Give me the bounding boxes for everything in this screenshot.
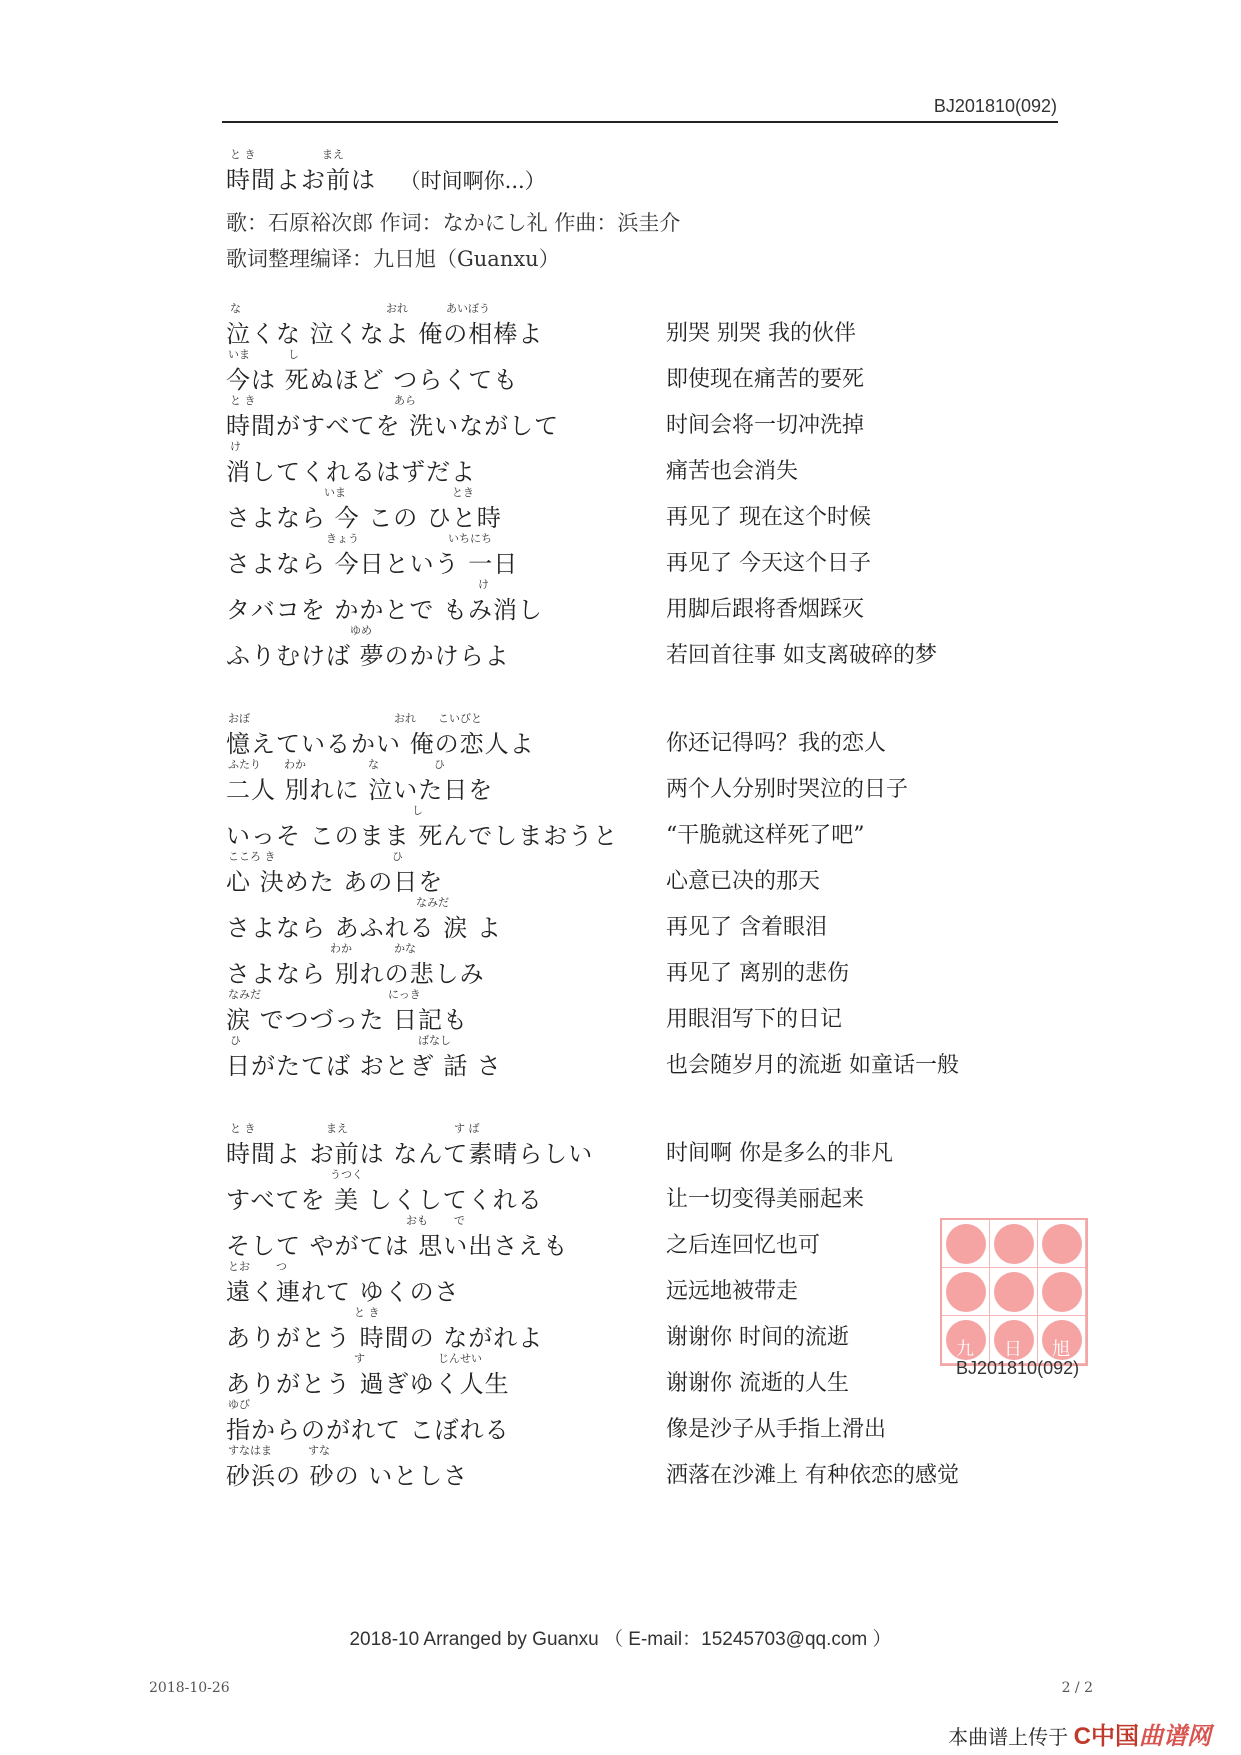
lyric-line xyxy=(226,348,1026,394)
verse-2 xyxy=(226,712,1026,1080)
lyric-japanese: 心 決めた あの日を xyxy=(226,868,444,896)
lyric-line xyxy=(226,486,1026,532)
lyric-japanese: すべてを 美 しくしてくれる xyxy=(226,1186,543,1214)
lyric-japanese: ふりむけば 夢のかけらよ xyxy=(226,642,510,670)
lyric-line xyxy=(226,850,1026,896)
lyric-line xyxy=(226,942,1026,988)
title-furigana-1: と き xyxy=(230,148,256,161)
furigana: きょう xyxy=(326,532,359,545)
lyric-japanese: そして やがては 思い出さえも xyxy=(226,1232,569,1260)
stamp-cell xyxy=(942,1268,990,1316)
lyric-chinese: 痛苦也会消失 xyxy=(666,459,799,484)
song-title-cn: （时间啊你...） xyxy=(399,169,546,193)
furigana: かな xyxy=(394,942,416,955)
lyric-line xyxy=(226,988,1026,1034)
furigana: すな xyxy=(308,1444,330,1457)
furigana: わか xyxy=(284,758,306,771)
lyric-japanese: 二人 別れに 泣いた日を xyxy=(226,776,494,804)
furigana: とき xyxy=(452,486,474,499)
lyric-chinese: 两个人分别时哭泣的日子 xyxy=(666,777,909,802)
lyric-chinese: 时间啊 你是多么的非凡 xyxy=(666,1141,893,1166)
furigana: つ xyxy=(276,1260,287,1273)
lyric-chinese: 谢谢你 流逝的人生 xyxy=(666,1371,849,1396)
lyric-chinese: 你还记得吗？我的恋人 xyxy=(666,731,887,756)
furigana: にっき xyxy=(388,988,421,1001)
lyric-japanese: 憶えているかい 俺の恋人よ xyxy=(226,730,535,758)
footer-credit: 2018-10 Arranged by Guanxu （ E-mail：15245703@qq.com ） xyxy=(349,1629,892,1650)
furigana: わか xyxy=(330,942,352,955)
lyric-chinese: 再见了 离别的悲伤 xyxy=(666,961,849,986)
title-furigana-2: まえ xyxy=(322,148,344,161)
furigana: まえ xyxy=(326,1122,348,1135)
lyric-japanese: さよなら 今 この ひと時 xyxy=(226,504,502,532)
furigana: な xyxy=(368,758,379,771)
lyric-chinese: 洒落在沙滩上 有种依恋的感觉 xyxy=(666,1463,959,1488)
furigana: な xyxy=(230,302,241,315)
brand-name-b: 曲谱网 xyxy=(1139,1723,1211,1750)
stamp-dot xyxy=(994,1224,1034,1264)
furigana: なみだ xyxy=(416,896,449,909)
lyric-chinese: 让一切变得美丽起来 xyxy=(666,1187,865,1212)
lyric-line xyxy=(226,1352,1026,1398)
furigana: け xyxy=(230,440,241,453)
footer-date: 2018-10-26 xyxy=(149,1680,230,1696)
lyric-line xyxy=(226,302,1026,348)
furigana: ゆび xyxy=(228,1398,250,1411)
furigana: いま xyxy=(324,486,346,499)
stamp-character: 日 xyxy=(1004,1339,1022,1360)
stamp-cell xyxy=(1038,1268,1086,1316)
furigana: ひ xyxy=(434,758,445,771)
furigana: じんせい xyxy=(438,1352,482,1365)
furigana: とお xyxy=(228,1260,250,1273)
lyric-japanese: ありがとう 過ぎゆく人生 xyxy=(226,1370,510,1398)
furigana: ひ xyxy=(230,1034,241,1047)
lyric-line xyxy=(226,1214,1026,1260)
credits-line-1: 歌：石原裕次郎 作词：なかにし礼 作曲：浜圭介 xyxy=(226,211,681,235)
lyric-chinese: 也会随岁月的流逝 如童话一般 xyxy=(666,1053,959,1078)
lyric-chinese: “干脆就这样死了吧” xyxy=(666,823,865,848)
furigana: あいぼう xyxy=(446,302,490,315)
lyric-japanese: さよなら 別れの悲しみ xyxy=(226,960,485,988)
furigana: し xyxy=(412,804,423,817)
lyric-japanese: 涙 でつづった 日記も xyxy=(226,1006,469,1034)
lyric-line xyxy=(226,896,1026,942)
stamp-dot xyxy=(946,1272,986,1312)
furigana: おぼ xyxy=(228,712,250,725)
footer-page-number: 2 / 2 xyxy=(1061,1680,1093,1696)
seal-stamp xyxy=(940,1218,1088,1366)
lyric-chinese: 用脚后跟将香烟踩灭 xyxy=(666,597,865,622)
lyric-line xyxy=(226,1168,1026,1214)
footer-site-credit xyxy=(948,1716,1211,1751)
lyric-japanese: さよなら 今日という 一日 xyxy=(226,550,519,578)
furigana: おれ xyxy=(386,302,408,315)
upload-text: 本曲谱上传于 xyxy=(948,1727,1069,1749)
furigana: いま xyxy=(228,348,250,361)
furigana: いちにち xyxy=(448,532,492,545)
furigana: こいびと xyxy=(438,712,482,725)
lyric-line xyxy=(226,1306,1026,1352)
furigana: と き xyxy=(230,1122,256,1135)
lyric-japanese: ありがとう 時間の ながれよ xyxy=(226,1324,544,1352)
lyric-chinese: 之后连回忆也可 xyxy=(666,1233,821,1258)
stamp-character: 旭 xyxy=(1052,1339,1070,1360)
furigana: す ば xyxy=(454,1122,480,1135)
lyric-japanese: さよなら あふれる 涙 よ xyxy=(226,914,502,942)
lyric-japanese: タバコを かかとで もみ消し xyxy=(226,596,544,624)
furigana: おれ xyxy=(394,712,416,725)
lyric-japanese: 日がたてば おとぎ 話 さ xyxy=(226,1052,502,1080)
lyric-line xyxy=(226,1122,1026,1168)
furigana: ふたり xyxy=(228,758,261,771)
lyric-chinese: 心意已决的那天 xyxy=(666,869,821,894)
furigana: おも xyxy=(406,1214,428,1227)
lyric-line xyxy=(226,1444,1026,1490)
lyric-japanese: 指からのがれて こぼれる xyxy=(226,1416,510,1444)
stamp-cell xyxy=(1038,1220,1086,1268)
lyric-line xyxy=(226,532,1026,578)
furigana: ばなし xyxy=(418,1034,451,1047)
lyric-line xyxy=(226,440,1026,486)
stamp-dot xyxy=(1042,1272,1082,1312)
lyric-chinese: 即使现在痛苦的要死 xyxy=(666,367,865,392)
lyric-japanese: 遠く連れて ゆくのさ xyxy=(226,1278,460,1306)
furigana: け xyxy=(478,578,489,591)
stamp-dot xyxy=(946,1224,986,1264)
lyric-chinese: 时间会将一切冲洗掉 xyxy=(666,413,865,438)
furigana: うつく xyxy=(330,1168,363,1181)
lyric-chinese: 别哭 别哭 我的伙伴 xyxy=(666,321,856,346)
lyric-chinese: 像是沙子从手指上滑出 xyxy=(666,1417,887,1442)
lyric-chinese: 再见了 含着眼泪 xyxy=(666,915,827,940)
furigana: と き xyxy=(230,394,256,407)
lyric-chinese: 若回首往事 如支离破碎的梦 xyxy=(666,643,937,668)
brand-name-a: 中国 xyxy=(1091,1723,1139,1750)
furigana: こころ き xyxy=(228,850,276,863)
furigana: すなはま xyxy=(228,1444,272,1457)
lyric-line xyxy=(226,1034,1026,1080)
lyric-line xyxy=(226,624,1026,670)
furigana: す xyxy=(354,1352,365,1365)
lyric-japanese: 時間がすべてを 洗いながして xyxy=(226,412,560,440)
stamp-character: 九 xyxy=(956,1339,974,1360)
lyric-chinese: 再见了 现在这个时候 xyxy=(666,505,871,530)
furigana: ゆめ xyxy=(350,624,372,637)
stamp-cell xyxy=(1038,1316,1086,1364)
lyric-line xyxy=(226,578,1026,624)
stamp-dot xyxy=(1042,1224,1082,1264)
furigana: し xyxy=(288,348,299,361)
song-title xyxy=(226,148,680,195)
lyric-japanese: 泣くな 泣くなよ 俺の相棒よ xyxy=(226,320,544,348)
header-code: BJ201810(092) xyxy=(933,96,1057,116)
lyric-line xyxy=(226,1260,1026,1306)
furigana: なみだ xyxy=(228,988,261,1001)
lyric-line xyxy=(226,712,1026,758)
lyric-japanese: 時間よ お前は なんて素晴らしい xyxy=(226,1140,594,1168)
lyric-line xyxy=(226,804,1026,850)
lyric-japanese: 消してくれるはずだよ xyxy=(226,458,476,486)
furigana: ひ xyxy=(392,850,403,863)
song-title-ja: 時間よお前は xyxy=(226,166,376,194)
lyric-chinese: 再见了 今天这个日子 xyxy=(666,551,871,576)
lyric-line xyxy=(226,1398,1026,1444)
header-rule xyxy=(222,121,1058,123)
verse-3 xyxy=(226,1122,1026,1490)
stamp-cell xyxy=(942,1220,990,1268)
lyric-chinese: 远远地被带走 xyxy=(666,1279,799,1304)
credits-line-2: 歌词整理编译：九日旭（Guanxu） xyxy=(226,247,560,271)
title-block xyxy=(226,148,681,273)
stamp-cell xyxy=(990,1220,1038,1268)
lyric-line xyxy=(226,758,1026,804)
lyric-japanese: 今は 死ぬほど つらくても xyxy=(226,366,519,394)
lyric-chinese: 用眼泪写下的日记 xyxy=(666,1007,843,1032)
verse-1 xyxy=(226,302,1026,670)
furigana: あら xyxy=(394,394,416,407)
lyric-japanese: いっそ このまま 死んでしまおうと xyxy=(226,822,619,850)
lyric-line xyxy=(226,394,1026,440)
stamp-cell xyxy=(990,1316,1038,1364)
furigana: と き xyxy=(354,1306,380,1319)
furigana: で xyxy=(454,1214,465,1227)
stamp-cell xyxy=(990,1268,1038,1316)
brand-logo-icon: C xyxy=(1073,1723,1091,1750)
lyric-japanese: 砂浜の 砂の いとしさ xyxy=(226,1462,469,1490)
stamp-cell xyxy=(942,1316,990,1364)
stamp-code: BJ201810(092) xyxy=(956,1358,1080,1378)
stamp-dot xyxy=(994,1272,1034,1312)
lyric-chinese: 谢谢你 时间的流逝 xyxy=(666,1325,849,1350)
